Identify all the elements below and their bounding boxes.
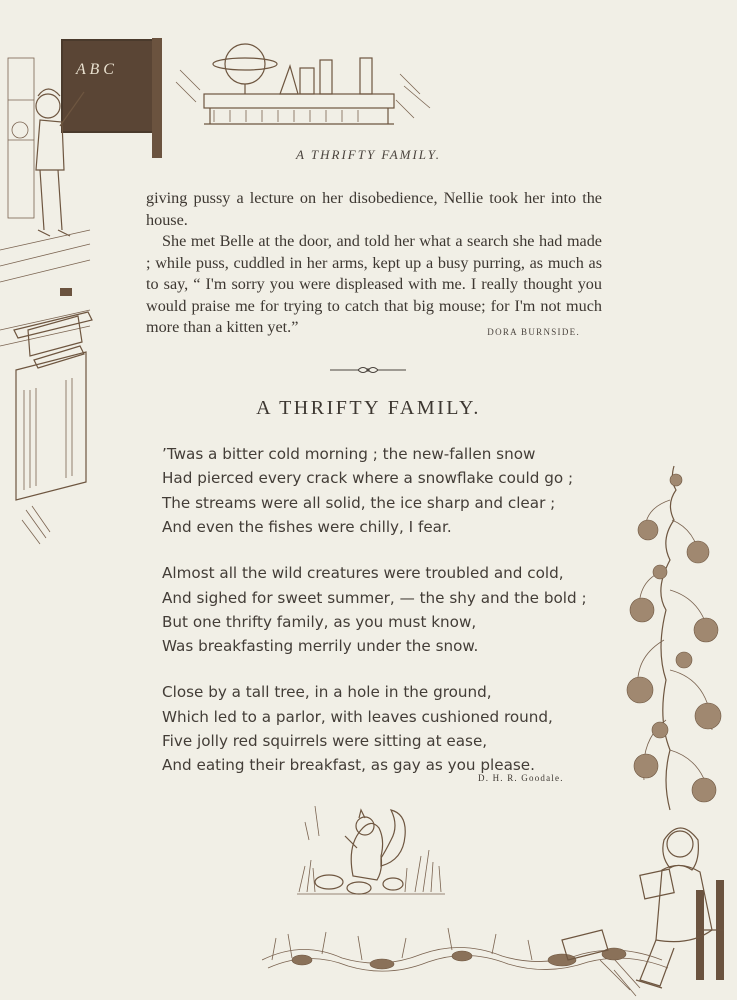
prose-author: DORA BURNSIDE. [487, 327, 580, 337]
poem-line: Had pierced every crack where a snowflake could go ; [162, 469, 574, 488]
poem-body [162, 442, 602, 778]
squirrel-illustration [295, 796, 447, 900]
poem-title: A THRIFTY FAMILY. [256, 397, 481, 419]
poem-line: ’Twas a bitter cold morning ; the new-fallen snow [162, 445, 536, 463]
poem-stanza [162, 442, 602, 540]
poem-line: Almost all the wild creatures were troubled and cold, [162, 564, 564, 583]
poem-line: Was breakfasting merrily under the snow. [162, 637, 479, 656]
poem-line: Which led to a parlor, with leaves cushioned round, [162, 707, 553, 726]
poem-stanza [162, 561, 602, 659]
poem-line: But one thrifty family, as you must know, [162, 612, 477, 631]
poem-line: Five jolly red squirrels were sitting at ease, [162, 732, 488, 751]
running-head: A THRIFTY FAMILY. [295, 147, 442, 162]
ground-foliage-illustration [262, 910, 682, 990]
story-continuation [146, 188, 602, 344]
poem-line: And even the fishes were chilly, I fear. [162, 518, 452, 537]
poem-line: Close by a tall tree, in a hole in the ground, [162, 683, 492, 702]
poem-author: D. H. R. Goodale. [478, 773, 564, 783]
poem-line: And sighed for sweet summer, — the shy and the bold ; [162, 588, 587, 607]
prose-paragraph-1: giving pussy a lecture on her disobedience, Nellie took her into the house. [146, 189, 602, 229]
poem-stanza [162, 680, 602, 778]
ornamental-divider [328, 364, 408, 376]
poem-line: The streams were all solid, the ice sharp and clear ; [162, 493, 556, 512]
prose-paragraph-2 [146, 231, 602, 339]
poem-line: And eating their breakfast, as gay as you please. [162, 756, 535, 775]
prose-paragraph-2-text: She met Belle at the door, and told her what a search she had made ; while puss, cuddled in her arms, kept up a busy purring, as much as to say, “ I'm sorry you were displeased with me. I really thought you would praise me for trying to catch that big mouse; for I'm not much more than a kitten yet.” [146, 232, 602, 336]
chalkboard-text: A B C [76, 61, 114, 78]
